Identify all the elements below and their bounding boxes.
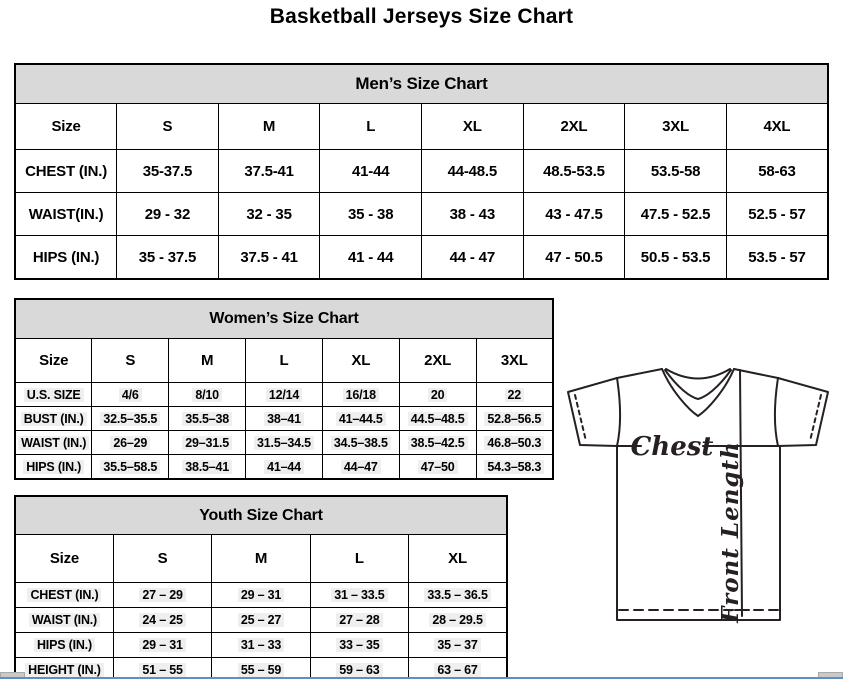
table-cell bbox=[476, 455, 553, 480]
cell-value: 46.8–50.3 bbox=[484, 436, 544, 450]
table-cell bbox=[92, 431, 169, 455]
cell-value: 24 – 25 bbox=[139, 613, 185, 627]
cell-value: 48.5-53.5 bbox=[543, 162, 605, 180]
front-length-label: Front Length bbox=[717, 441, 744, 623]
cell-value: 52.5 - 57 bbox=[748, 205, 806, 223]
table-cell bbox=[320, 193, 422, 236]
cell-value: 25 – 27 bbox=[238, 613, 284, 627]
table-cell bbox=[212, 583, 310, 608]
table-cell bbox=[399, 407, 476, 431]
cell-value: 47 - 50.5 bbox=[545, 248, 603, 266]
jersey-sleeve-seam-right bbox=[775, 378, 778, 446]
table-cell bbox=[246, 383, 323, 407]
row-label-text: BUST (IN.) bbox=[21, 412, 87, 426]
cell-value: 27 – 28 bbox=[336, 613, 382, 627]
table-cell bbox=[523, 193, 625, 236]
table-cell bbox=[523, 150, 625, 193]
table-cell bbox=[322, 407, 399, 431]
cell-value: 33 – 35 bbox=[336, 638, 382, 652]
table-cell bbox=[169, 455, 246, 480]
cell-value: 63 – 67 bbox=[434, 663, 480, 677]
table-cell bbox=[310, 633, 408, 658]
column-header: Size bbox=[15, 104, 117, 150]
cell-value: 44 - 47 bbox=[449, 248, 495, 266]
row-label-text: WAIST (IN.) bbox=[29, 613, 100, 627]
row-label bbox=[15, 431, 92, 455]
cell-value: 47.5 - 52.5 bbox=[640, 205, 711, 223]
table-cell bbox=[117, 236, 219, 280]
cell-value: 16/18 bbox=[343, 388, 379, 402]
cell-value: 27 – 29 bbox=[139, 588, 185, 602]
jersey-collar-outline bbox=[662, 369, 734, 416]
cell-value: 35 – 37 bbox=[434, 638, 480, 652]
jersey-collar-rib bbox=[666, 369, 730, 379]
cell-value: 28 – 29.5 bbox=[429, 613, 485, 627]
table-cell bbox=[212, 658, 310, 679]
table-cell bbox=[169, 383, 246, 407]
row-label-text: HEIGHT (IN.) bbox=[25, 663, 104, 677]
cell-value: 44-48.5 bbox=[447, 162, 498, 180]
column-header: M bbox=[212, 535, 310, 583]
table-cell bbox=[117, 150, 219, 193]
women-table bbox=[14, 298, 554, 480]
jersey-body-outline bbox=[617, 446, 780, 620]
table-cell bbox=[399, 431, 476, 455]
cell-value: 29 – 31 bbox=[238, 588, 284, 602]
table-row bbox=[15, 383, 553, 407]
table-cell bbox=[113, 608, 211, 633]
table-cell bbox=[409, 658, 507, 679]
column-header: XL bbox=[322, 339, 399, 383]
youth-size-chart-table bbox=[14, 495, 508, 679]
table-cell bbox=[322, 455, 399, 480]
column-header: 2XL bbox=[399, 339, 476, 383]
row-label bbox=[15, 658, 113, 679]
table-cell bbox=[113, 658, 211, 679]
column-header: L bbox=[310, 535, 408, 583]
column-header: 2XL bbox=[523, 104, 625, 150]
cell-value: 52.8–56.5 bbox=[484, 412, 544, 426]
table-cell bbox=[92, 407, 169, 431]
table-cell bbox=[322, 431, 399, 455]
table-cell bbox=[322, 383, 399, 407]
cell-value: 41-44 bbox=[352, 162, 390, 180]
table-cell bbox=[310, 583, 408, 608]
row-label bbox=[15, 583, 113, 608]
cell-value: 41–44.5 bbox=[336, 412, 386, 426]
row-label-text: WAIST (IN.) bbox=[18, 436, 89, 450]
row-label-text: CHEST (IN.) bbox=[27, 588, 101, 602]
cell-value: 31 – 33.5 bbox=[331, 588, 387, 602]
table-cell bbox=[726, 236, 828, 280]
table-cell bbox=[625, 150, 727, 193]
table-cell bbox=[726, 150, 828, 193]
table-row bbox=[15, 633, 507, 658]
cell-value: 29 – 31 bbox=[139, 638, 185, 652]
table-cell bbox=[320, 150, 422, 193]
cell-value: 50.5 - 53.5 bbox=[640, 248, 711, 266]
column-header: 3XL bbox=[625, 104, 727, 150]
table-cell bbox=[246, 455, 323, 480]
jersey-sleeve-right bbox=[778, 378, 828, 446]
table-cell bbox=[169, 407, 246, 431]
cell-value: 35 - 37.5 bbox=[138, 248, 197, 266]
cell-value: 31 – 33 bbox=[238, 638, 284, 652]
table-cell bbox=[625, 193, 727, 236]
table-cell bbox=[246, 407, 323, 431]
cell-value: 37.5 - 41 bbox=[240, 248, 298, 266]
table-cell bbox=[212, 608, 310, 633]
cell-value: 41–44 bbox=[264, 460, 304, 474]
cell-value: 53.5-58 bbox=[650, 162, 701, 180]
column-header: XL bbox=[409, 535, 507, 583]
table-row bbox=[15, 455, 553, 480]
table-cell bbox=[113, 583, 211, 608]
table-cell bbox=[310, 658, 408, 679]
cell-value: 38–41 bbox=[264, 412, 304, 426]
cell-value: 38 - 43 bbox=[449, 205, 495, 223]
cell-value: 35.5–58.5 bbox=[100, 460, 160, 474]
cell-value: 38.5–42.5 bbox=[408, 436, 468, 450]
cell-value: 54.3–58.3 bbox=[484, 460, 544, 474]
row-label bbox=[15, 633, 113, 658]
column-header: S bbox=[113, 535, 211, 583]
row-label-text: CHEST (IN.) bbox=[25, 162, 108, 180]
column-header: S bbox=[92, 339, 169, 383]
table-cell bbox=[92, 383, 169, 407]
cell-value: 58-63 bbox=[758, 162, 796, 180]
women-table-title: Women’s Size Chart bbox=[15, 299, 553, 339]
jersey-measurement-diagram bbox=[562, 364, 834, 626]
cell-value: 33.5 – 36.5 bbox=[424, 588, 490, 602]
cell-value: 37.5-41 bbox=[244, 162, 294, 180]
table-cell bbox=[476, 383, 553, 407]
table-cell bbox=[113, 633, 211, 658]
youth-table-title: Youth Size Chart bbox=[15, 496, 507, 535]
table-cell bbox=[399, 455, 476, 480]
cell-value: 34.5–38.5 bbox=[331, 436, 391, 450]
chest-label: Chest bbox=[630, 432, 714, 462]
table-row bbox=[15, 431, 553, 455]
cell-value: 32.5–35.5 bbox=[100, 412, 160, 426]
table-cell bbox=[399, 383, 476, 407]
table-cell bbox=[218, 236, 320, 280]
row-label-text: U.S. SIZE bbox=[24, 388, 84, 402]
womens-size-chart-table bbox=[14, 298, 554, 480]
row-label bbox=[15, 150, 117, 193]
table-cell bbox=[422, 193, 524, 236]
cell-value: 51 – 55 bbox=[139, 663, 185, 677]
table-cell bbox=[409, 608, 507, 633]
cell-value: 35.5–38 bbox=[182, 412, 232, 426]
table-cell bbox=[409, 633, 507, 658]
cell-value: 35 - 38 bbox=[348, 205, 394, 223]
cell-value: 32 - 35 bbox=[246, 205, 292, 223]
row-label bbox=[15, 608, 113, 633]
column-header: 4XL bbox=[726, 104, 828, 150]
row-label-text: HIPS (IN.) bbox=[32, 248, 100, 266]
table-row bbox=[15, 407, 553, 431]
table-row bbox=[15, 583, 507, 608]
cell-value: 22 bbox=[505, 388, 525, 402]
table-cell bbox=[169, 431, 246, 455]
cell-value: 44.5–48.5 bbox=[408, 412, 468, 426]
table-cell bbox=[409, 583, 507, 608]
cell-value: 55 – 59 bbox=[238, 663, 284, 677]
row-label-text: HIPS (IN.) bbox=[34, 638, 95, 652]
cell-value: 38.5–41 bbox=[182, 460, 232, 474]
table-row bbox=[15, 236, 828, 280]
cell-value: 47–50 bbox=[418, 460, 458, 474]
cell-value: 12/14 bbox=[266, 388, 302, 402]
table-cell bbox=[422, 150, 524, 193]
table-row bbox=[15, 608, 507, 633]
cell-value: 53.5 - 57 bbox=[748, 248, 806, 266]
row-label-text: WAIST(IN.) bbox=[28, 205, 104, 223]
row-label bbox=[15, 383, 92, 407]
row-label bbox=[15, 193, 117, 236]
cell-value: 20 bbox=[428, 388, 448, 402]
column-header: M bbox=[218, 104, 320, 150]
row-label bbox=[15, 407, 92, 431]
cell-value: 35-37.5 bbox=[142, 162, 193, 180]
row-label bbox=[15, 236, 117, 280]
column-header: Size bbox=[15, 535, 113, 583]
table-cell bbox=[625, 236, 727, 280]
youth-table bbox=[14, 495, 508, 679]
cell-value: 59 – 63 bbox=[336, 663, 382, 677]
cell-value: 8/10 bbox=[192, 388, 222, 402]
cell-value: 31.5–34.5 bbox=[254, 436, 314, 450]
column-header: L bbox=[320, 104, 422, 150]
table-cell bbox=[117, 193, 219, 236]
column-header: Size bbox=[15, 339, 92, 383]
column-header: S bbox=[117, 104, 219, 150]
table-row bbox=[15, 193, 828, 236]
cell-value: 29 - 32 bbox=[144, 205, 191, 223]
cell-value: 29–31.5 bbox=[182, 436, 232, 450]
table-row bbox=[15, 658, 507, 679]
table-cell bbox=[476, 407, 553, 431]
cell-value: 44–47 bbox=[341, 460, 381, 474]
column-header: L bbox=[246, 339, 323, 383]
table-cell bbox=[320, 236, 422, 280]
jersey-sleeve-seam-left bbox=[617, 378, 620, 446]
cell-value: 43 - 47.5 bbox=[545, 205, 603, 223]
cell-value: 4/6 bbox=[119, 388, 142, 402]
cell-value: 41 - 44 bbox=[348, 248, 394, 266]
cell-value: 26–29 bbox=[110, 436, 150, 450]
jersey-shoulder-left bbox=[617, 369, 662, 378]
men-table-title: Men’s Size Chart bbox=[15, 64, 828, 104]
mens-size-chart-table bbox=[14, 63, 829, 280]
row-label bbox=[15, 455, 92, 480]
table-cell bbox=[310, 608, 408, 633]
table-cell bbox=[476, 431, 553, 455]
table-cell bbox=[218, 150, 320, 193]
jersey-sleeve-left bbox=[568, 378, 617, 446]
row-label-text: HIPS (IN.) bbox=[23, 460, 84, 474]
table-cell bbox=[726, 193, 828, 236]
table-cell bbox=[246, 431, 323, 455]
column-header: XL bbox=[422, 104, 524, 150]
table-cell bbox=[422, 236, 524, 280]
table-cell bbox=[212, 633, 310, 658]
men-table bbox=[14, 63, 829, 280]
table-cell bbox=[92, 455, 169, 480]
table-cell bbox=[523, 236, 625, 280]
column-header: 3XL bbox=[476, 339, 553, 383]
table-row bbox=[15, 150, 828, 193]
table-cell bbox=[218, 193, 320, 236]
column-header: M bbox=[169, 339, 246, 383]
page-title: Basketball Jerseys Size Chart bbox=[269, 5, 574, 28]
